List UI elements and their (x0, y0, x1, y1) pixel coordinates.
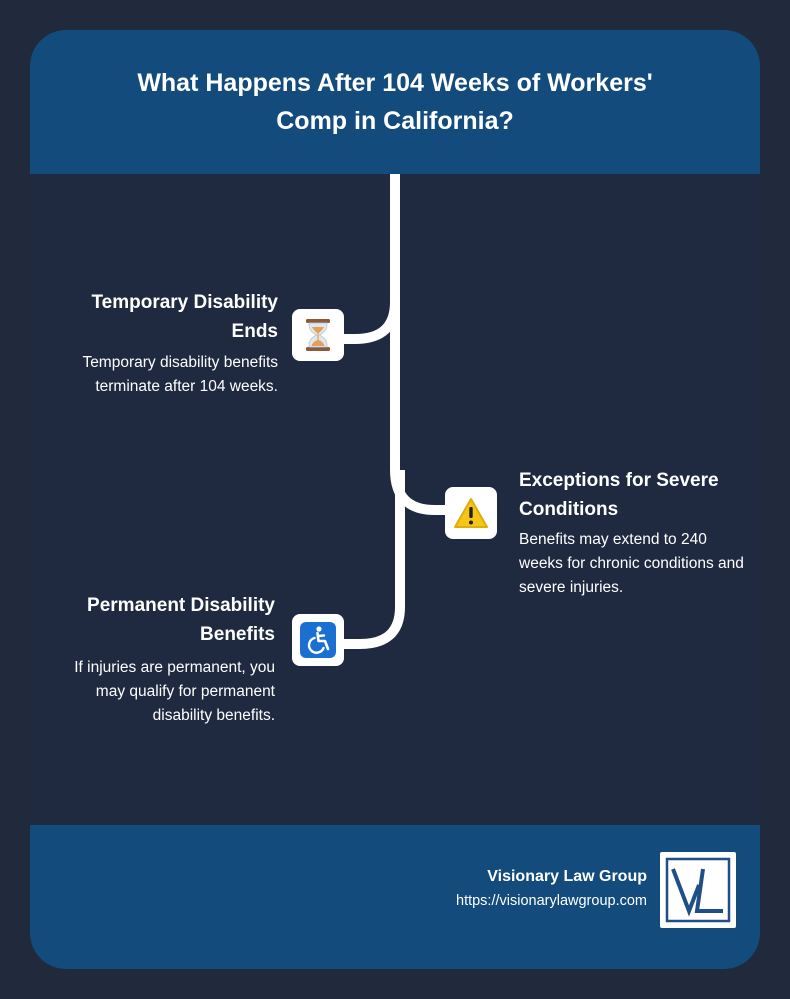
item-desc-temporary-disability: Temporary disability benefits terminate after 104 weeks. (82, 354, 278, 395)
item-icon-box-permanent (292, 614, 344, 666)
brand-name: Visionary Law Group (487, 868, 647, 885)
timeline-line-lower (335, 470, 400, 644)
item-title-permanent-disability: Permanent Disability Benefits (87, 595, 275, 645)
item-desc-exceptions: Benefits may extend to 240 weeks for chronic conditions and severe injuries. (519, 531, 744, 596)
item-icon-box-exceptions (445, 487, 497, 539)
wheelchair-icon (300, 622, 336, 658)
item-desc-permanent-disability: If injuries are permanent, you may qualify for permanent disability benefits. (74, 659, 275, 724)
item-icon-box-temporary (292, 309, 344, 361)
page-title: What Happens After 104 Weeks of Workers' Comp in California? (137, 69, 653, 135)
timeline-line (335, 174, 395, 339)
item-title-temporary-disability: Temporary Disability Ends (91, 292, 278, 342)
brand-logo (660, 852, 736, 928)
brand-url[interactable]: https://visionarylawgroup.com (456, 893, 647, 909)
warning-icon (453, 497, 489, 529)
footer-banner (30, 825, 760, 969)
item-title-exceptions: Exceptions for Severe Conditions (519, 470, 719, 520)
hourglass-icon (304, 318, 332, 352)
logo-icon (665, 857, 731, 923)
infographic-card (30, 30, 760, 969)
